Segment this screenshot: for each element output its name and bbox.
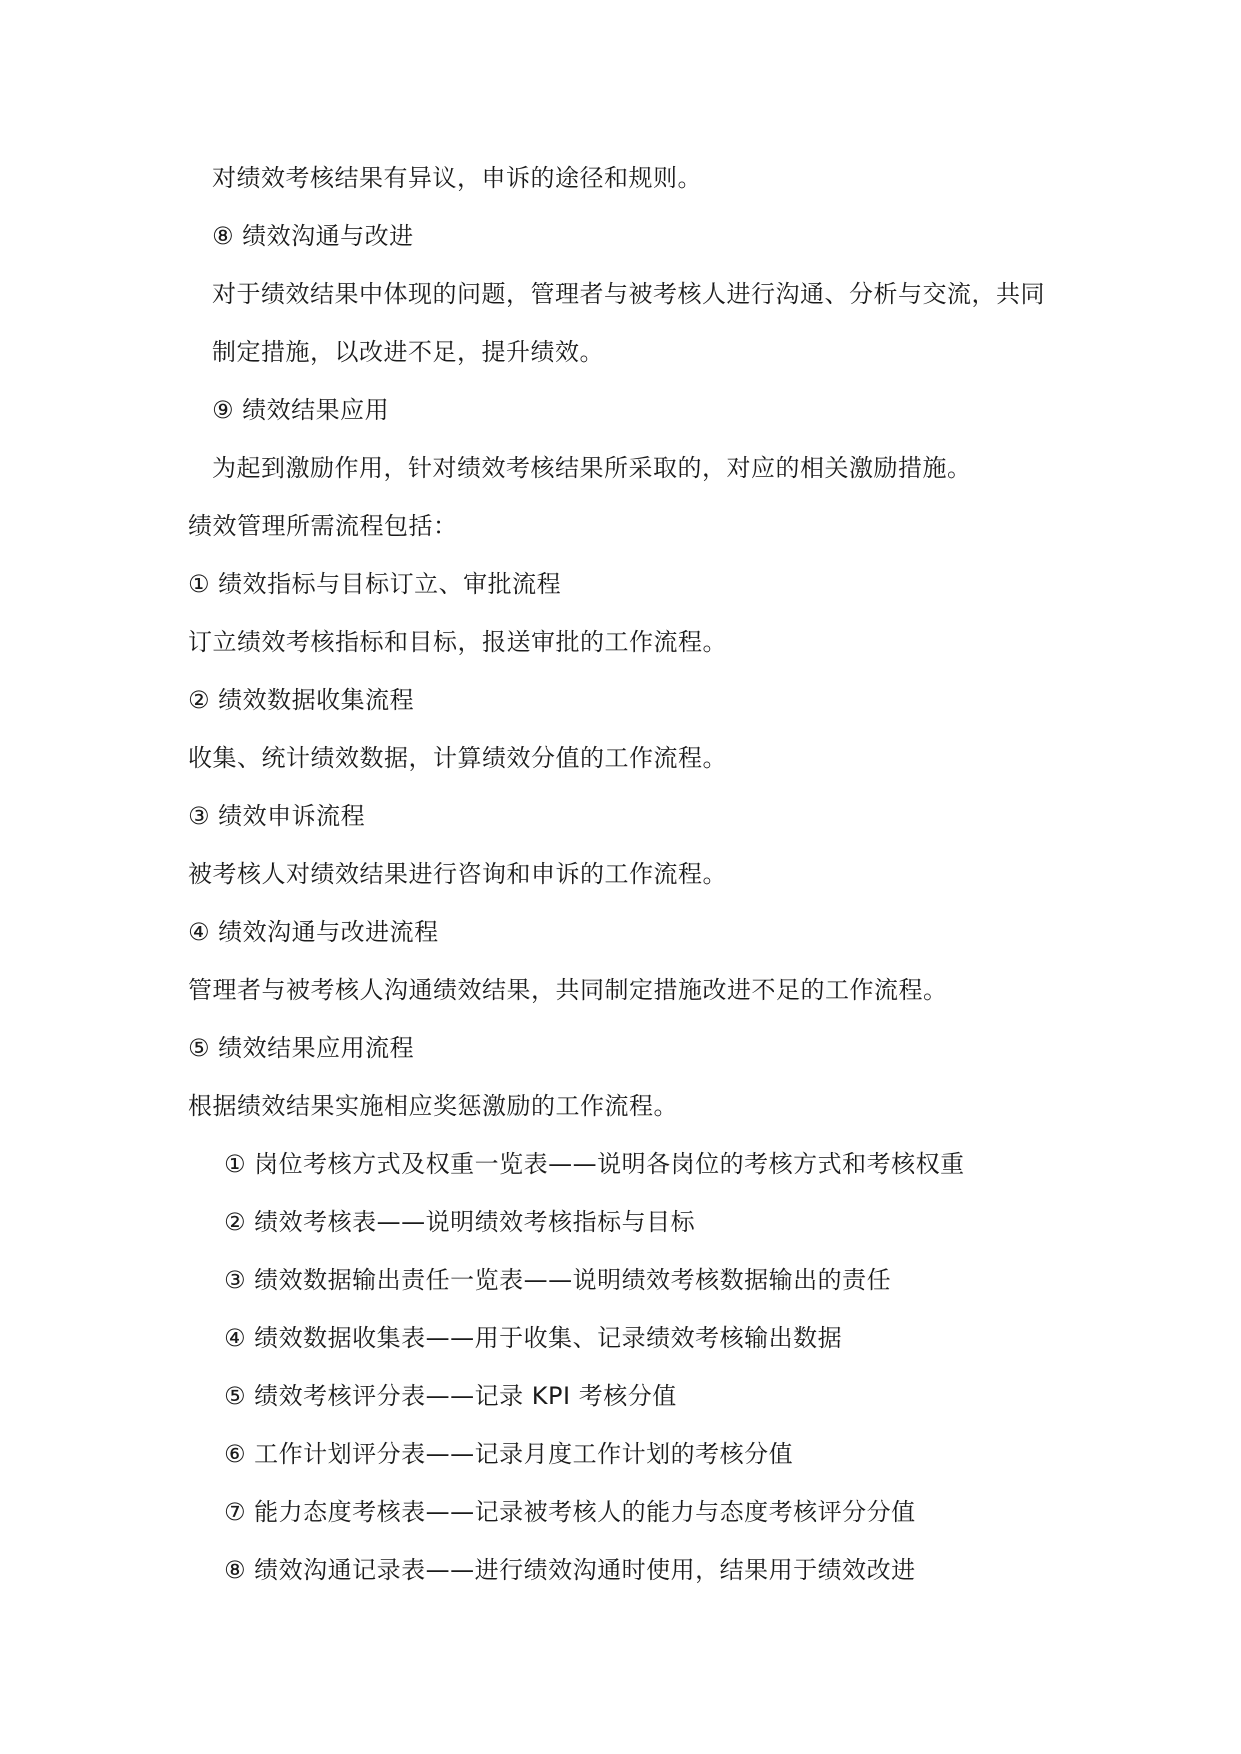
process-title: ① 绩效指标与目标订立、审批流程: [188, 570, 562, 598]
item8-description-line2: 制定措施，以改进不足，提升绩效。: [212, 338, 604, 366]
form-list-item: ⑤ 绩效考核评分表——记录 KPI 考核分值: [224, 1382, 677, 1410]
form-list-item: ⑥ 工作计划评分表——记录月度工作计划的考核分值: [224, 1440, 794, 1468]
form-list-item: ④ 绩效数据收集表——用于收集、记录绩效考核输出数据: [224, 1324, 843, 1352]
process-description: 根据绩效结果实施相应奖惩激励的工作流程。: [188, 1092, 678, 1120]
form-list-item: ③ 绩效数据输出责任一览表——说明绩效考核数据输出的责任: [224, 1266, 892, 1294]
item8-description-line1: 对于绩效结果中体现的问题，管理者与被考核人进行沟通、分析与交流，共同: [212, 280, 1045, 308]
form-list-item: ② 绩效考核表——说明绩效考核指标与目标: [224, 1208, 696, 1236]
process-description: 收集、统计绩效数据，计算绩效分值的工作流程。: [188, 744, 727, 772]
item9-description: 为起到激励作用，针对绩效考核结果所采取的，对应的相关激励措施。: [212, 454, 972, 482]
form-list-item: ⑦ 能力态度考核表——记录被考核人的能力与态度考核评分分值: [224, 1498, 916, 1526]
form-list-item: ① 岗位考核方式及权重一览表——说明各岗位的考核方式和考核权重: [224, 1150, 965, 1178]
process-title: ② 绩效数据收集流程: [188, 686, 415, 714]
item8-heading: ⑧ 绩效沟通与改进: [212, 222, 414, 250]
process-title: ④ 绩效沟通与改进流程: [188, 918, 439, 946]
form-list-item: ⑧ 绩效沟通记录表——进行绩效沟通时使用，结果用于绩效改进: [224, 1556, 916, 1584]
item9-heading: ⑨ 绩效结果应用: [212, 396, 390, 424]
process-title: ⑤ 绩效结果应用流程: [188, 1034, 415, 1062]
process-description: 订立绩效考核指标和目标，报送审批的工作流程。: [188, 628, 727, 656]
process-description: 被考核人对绩效结果进行咨询和申诉的工作流程。: [188, 860, 727, 888]
process-description: 管理者与被考核人沟通绩效结果，共同制定措施改进不足的工作流程。: [188, 976, 948, 1004]
processes-heading: 绩效管理所需流程包括：: [188, 512, 458, 540]
process-title: ③ 绩效申诉流程: [188, 802, 366, 830]
appeal-description: 对绩效考核结果有异议，申诉的途径和规则。: [212, 164, 702, 192]
